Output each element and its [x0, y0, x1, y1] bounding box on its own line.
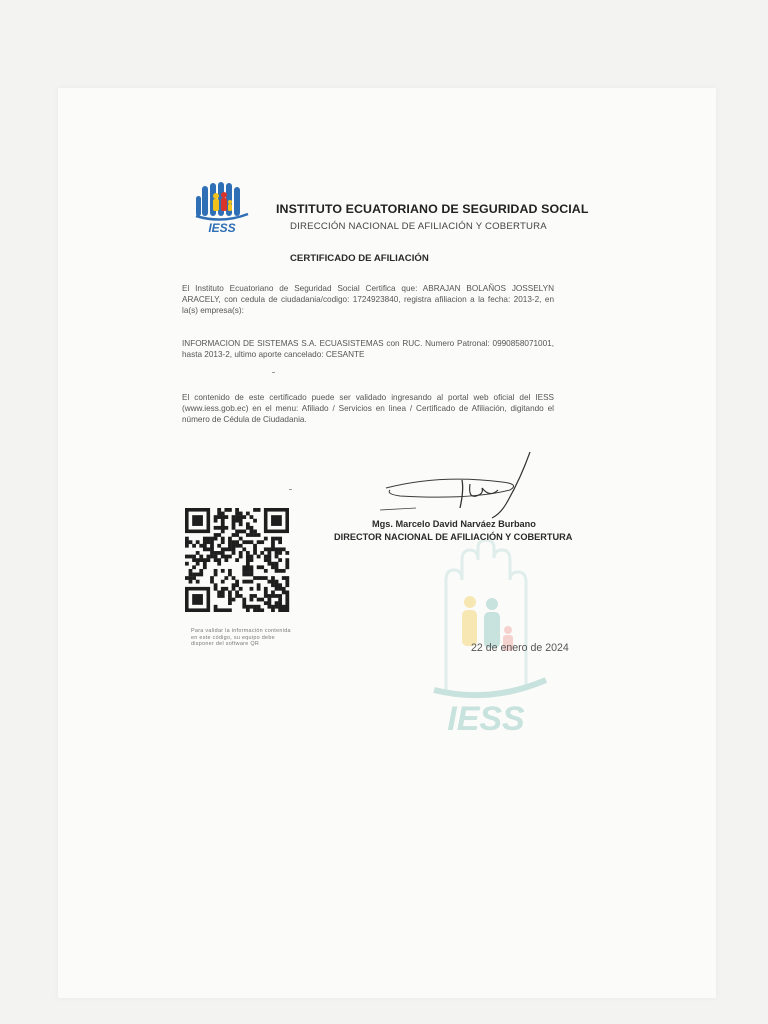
signatory-role: DIRECTOR NACIONAL DE AFILIACIÓN Y COBERTURA [334, 532, 573, 542]
department-subtitle: DIRECCIÓN NACIONAL DE AFILIACIÓN Y COBERTURA [290, 221, 547, 232]
validation-paragraph: El contenido de este certificado puede ser validado ingresando al portal web oficial del IESS (www.iess.gob.ec) en el menu: Afiliado / Servicios en linea / Certificado de Afiliación, digitando el número de Cédula de Ciudadania. [182, 393, 554, 424]
certification-paragraph: El Instituto Ecuatoriano de Seguridad Social Certifica que: ABRAJAN BOLAÑOS JOSSELYN ARACELY, con cedula de ciudadania/codigo: 1724923840, registra afiliacion a la fecha: 2013-2, en la(s) empresa(s): [182, 284, 554, 315]
watermark-text: IESS [447, 700, 525, 738]
employer-paragraph: INFORMACION DE SISTEMAS S.A. ECUASISTEMAS con RUC. Numero Patronal: 0990858071001, hasta 2013-2, ultimo aporte cancelado: CESANTE [182, 339, 554, 359]
scan-speck [272, 372, 275, 373]
signature-icon [380, 450, 540, 522]
iess-logo-icon [192, 182, 254, 234]
logo-text: IESS [208, 221, 236, 234]
scan-speck [289, 489, 292, 490]
signatory-name: Mgs. Marcelo David Narváez Burbano [372, 519, 536, 529]
issue-date: 22 de enero de 2024 [471, 642, 569, 654]
institution-title: INSTITUTO ECUATORIANO DE SEGURIDAD SOCIAL [276, 202, 589, 216]
iess-watermark-icon [430, 540, 552, 740]
certificate-title: CERTIFICADO DE AFILIACIÓN [290, 253, 429, 264]
qr-note: Para validar la información contenida en este código, su equipo debe disponer del software QR [191, 628, 291, 648]
qr-code-icon[interactable] [183, 508, 291, 612]
